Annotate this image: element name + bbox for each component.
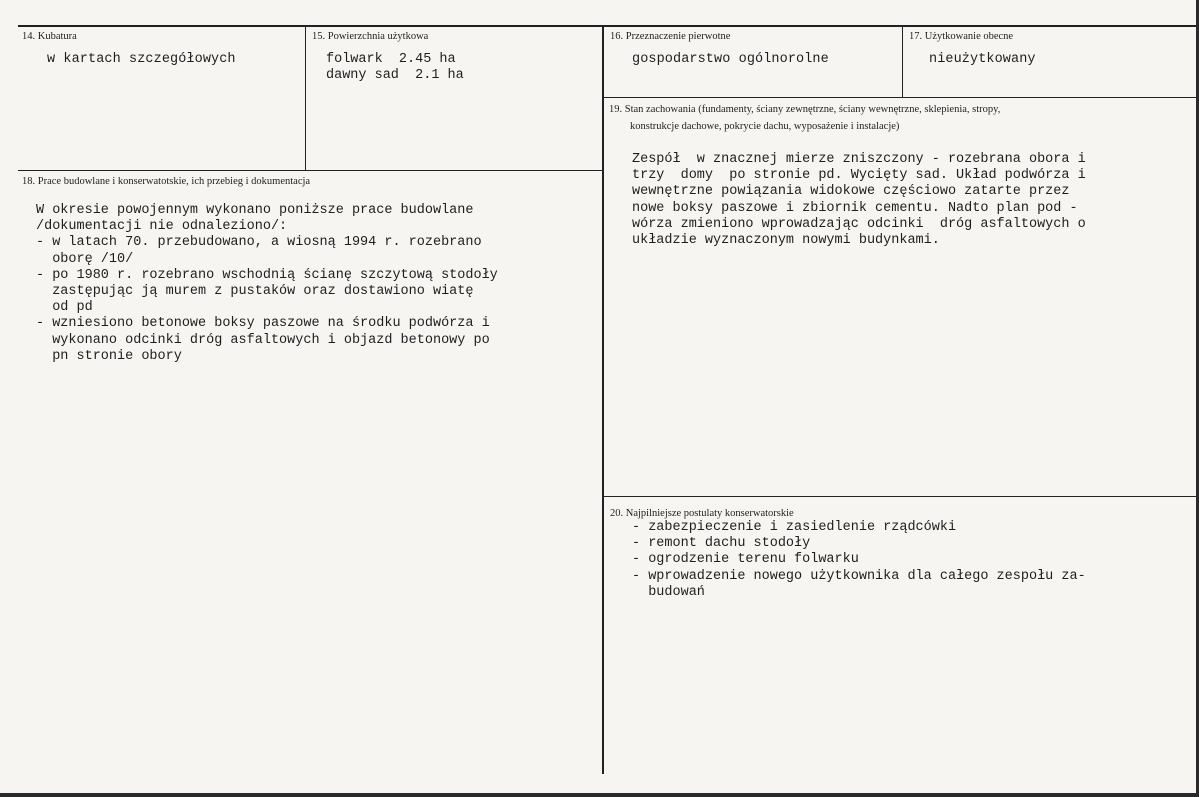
- field-20-line: - zabezpieczenie i zasiedlenie rządcówki: [632, 520, 957, 535]
- field-20-line: - ogrodzenie terenu folwarku: [632, 552, 859, 568]
- field-18-label: 18. Prace budowlane i konserwatotskie, ich przebieg i dokumentacja: [22, 176, 311, 187]
- field-20-label: 20. Najpilniejsze postulaty konserwatorskie: [610, 508, 794, 519]
- rule-under-14-15: [18, 170, 603, 171]
- field-18-line: W okresie powojennym wykonano poniższe prace budowlane: [36, 203, 474, 218]
- divider-16-17: [902, 26, 903, 97]
- field-20-value: [632, 520, 1086, 601]
- field-15-value: [326, 52, 464, 84]
- field-19-line: nowe boksy paszowe i zbiornik cementu. Nadto plan pod -: [632, 200, 1078, 216]
- field-19-line: Zespół w znacznej mierze zniszczony - rozebrana obora i: [632, 152, 1086, 167]
- field-16-value: gospodarstwo ogólnorolne: [632, 52, 829, 67]
- field-18-line: wykonano odcinki dróg asfaltowych i objazd betonowy po: [36, 332, 490, 348]
- field-20-line: - remont dachu stodoły: [632, 536, 811, 552]
- rule-above-20: [602, 496, 1199, 497]
- rule-under-16-17: [602, 97, 1199, 98]
- field-17-label: 17. Użytkowanie obecne: [909, 31, 1014, 42]
- field-16-label: 16. Przeznaczenie pierwotne: [610, 31, 731, 42]
- field-18-line: pn stronie obory: [36, 348, 182, 364]
- top-rule-right: [548, 25, 1199, 27]
- field-18-line: oborę /10/: [36, 251, 134, 267]
- field-18-line: - po 1980 r. rozebrano wschodnią ścianę szczytową stodoły: [36, 267, 498, 283]
- top-rule-left: [18, 25, 548, 27]
- field-20-line: budowań: [632, 584, 705, 600]
- divider-left-right: [602, 26, 604, 774]
- field-19-value: [632, 152, 1086, 249]
- field-15-label: 15. Powierzchnia użytkowa: [312, 31, 429, 42]
- field-18-line: /dokumentacji nie odnaleziono/:: [36, 219, 288, 235]
- field-18-line: od pd: [36, 300, 93, 316]
- field-20-line: - wprowadzenie nowego użytkownika dla całego zespołu za-: [632, 568, 1086, 584]
- scan-edge-bottom: [0, 793, 1199, 797]
- field-17-value: nieużytkowany: [929, 52, 1036, 67]
- field-19-line: trzy domy po stronie pd. Wycięty sad. Układ podwórza i: [632, 168, 1086, 184]
- field-19-line: układzie wyznaczonym nowymi budynkami.: [632, 233, 940, 249]
- field-18-value: [36, 203, 498, 365]
- field-19-label-line2: konstrukcje dachowe, pokrycie dachu, wyposażenie i instalacje): [630, 121, 900, 132]
- field-15-line: folwark 2.45 ha: [326, 52, 456, 67]
- field-15-line: dawny sad 2.1 ha: [326, 68, 464, 84]
- field-19-line: wewnętrzne powiązania widokowe częściowo zatarte przez: [632, 184, 1070, 200]
- field-19-line: wórza zmieniono wprowadzając odcinki dróg asfaltowych o: [632, 216, 1086, 232]
- field-18-line: - wzniesiono betonowe boksy paszowe na środku podwórza i: [36, 316, 490, 332]
- field-18-line: - w latach 70. przebudowano, a wiosną 1994 r. rozebrano: [36, 235, 482, 251]
- field-18-line: zastępując ją murem z pustaków oraz dostawiono wiatę: [36, 284, 474, 300]
- field-14-label: 14. Kubatura: [22, 31, 77, 42]
- field-14-value: w kartach szczegółowych: [47, 52, 236, 67]
- divider-14-15: [305, 26, 306, 170]
- field-19-label-line1: 19. Stan zachowania (fundamenty, ściany zewnętrzne, ściany wewnętrzne, sklepienia, stropy,: [609, 104, 1001, 115]
